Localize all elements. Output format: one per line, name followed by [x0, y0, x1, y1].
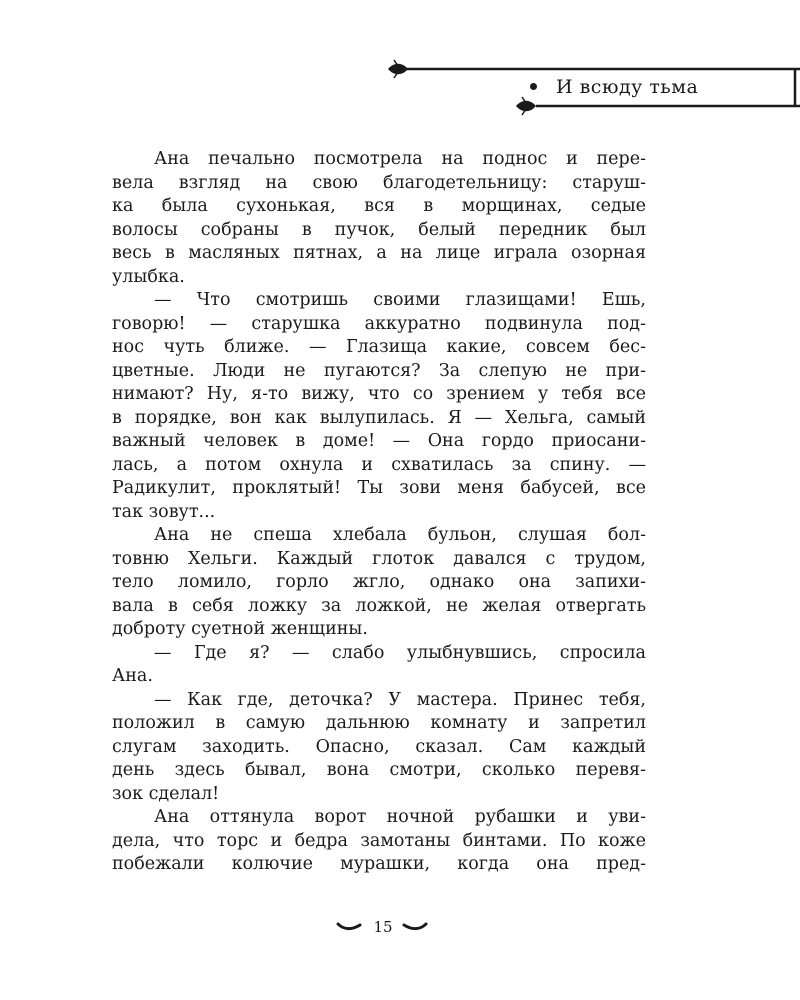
body-text: [112, 148, 646, 877]
text-line: Ана оттянула ворот ночной рубашки и уви-: [154, 807, 646, 827]
text-line: вала в себя ложку за ложкой, не желая отвергать: [112, 595, 646, 616]
text-line: ка была сухонькая, вся в морщинах, седые: [112, 196, 646, 216]
text-line: зок сделал!: [112, 783, 220, 804]
text-line: Ана не спеша хлебала бульон, слушая бол-: [154, 525, 646, 545]
text-line: Ана.: [112, 666, 153, 686]
text-line: дела, что торс и бедра замотаны бинтами. По коже: [112, 830, 646, 851]
text-line: говорю! — старушка аккуратно подвинула под-: [112, 313, 646, 334]
text-line: волосы собраны в пучок, белый передник был: [112, 219, 646, 240]
footer-ornament: [0, 916, 800, 946]
text-line: — Как где, деточка? У мастера. Принес тебя,: [154, 689, 646, 710]
text-line: лась, а потом охнула и схватилась за спину. —: [112, 454, 646, 475]
text-line: улыбка.: [112, 266, 185, 287]
text-line: важный человек в доме! — Она гордо приосани-: [112, 431, 646, 451]
text-line: — Где я? — слабо улыбнувшись, спросила: [154, 642, 646, 663]
text-line: нос чуть ближе. — Глазища какие, совсем бес-: [112, 337, 646, 357]
text-line: день здесь бывал, вона смотри, сколько перевя-: [112, 760, 646, 780]
text-line: Ана печально посмотрела на поднос и пере-: [154, 149, 646, 169]
bullet-icon: [530, 83, 537, 90]
page-number: 15: [373, 918, 393, 936]
text-line: слугам заходить. Опасно, сказал. Сам каждый: [112, 736, 646, 757]
text-line: товню Хельги. Каждый глоток давался с трудом,: [112, 548, 646, 569]
text-line: так зовут...: [112, 501, 216, 522]
text-line: тело ломило, горло жгло, однако она запихи-: [112, 572, 646, 592]
text-line: весь в масляных пятнах, а на лице играла озорная: [112, 243, 646, 263]
text-line: побежали колючие мурашки, когда она пред-: [112, 854, 646, 874]
text-line: Радикулит, проклятый! Ты зови меня бабусей, все: [112, 478, 646, 498]
text-line: нимают? Ну, я-то вижу, что со зрением у тебя все: [112, 384, 646, 404]
text-line: положил в самую дальнюю комнату и запретил: [112, 713, 646, 733]
text-line: доброту суетной женщины.: [112, 619, 368, 639]
text-line: цветные. Люди не пугаются? За слепую не при-: [112, 360, 646, 381]
text-line: в порядке, вон как вылупилась. Я — Хельга, самый: [112, 407, 646, 428]
text-line: — Что смотришь своими глазищами! Ешь,: [154, 290, 646, 310]
text-line: вела взгляд на свою благодетельницу: старуш-: [112, 172, 646, 193]
chapter-title: И всюду тьма: [556, 76, 699, 98]
